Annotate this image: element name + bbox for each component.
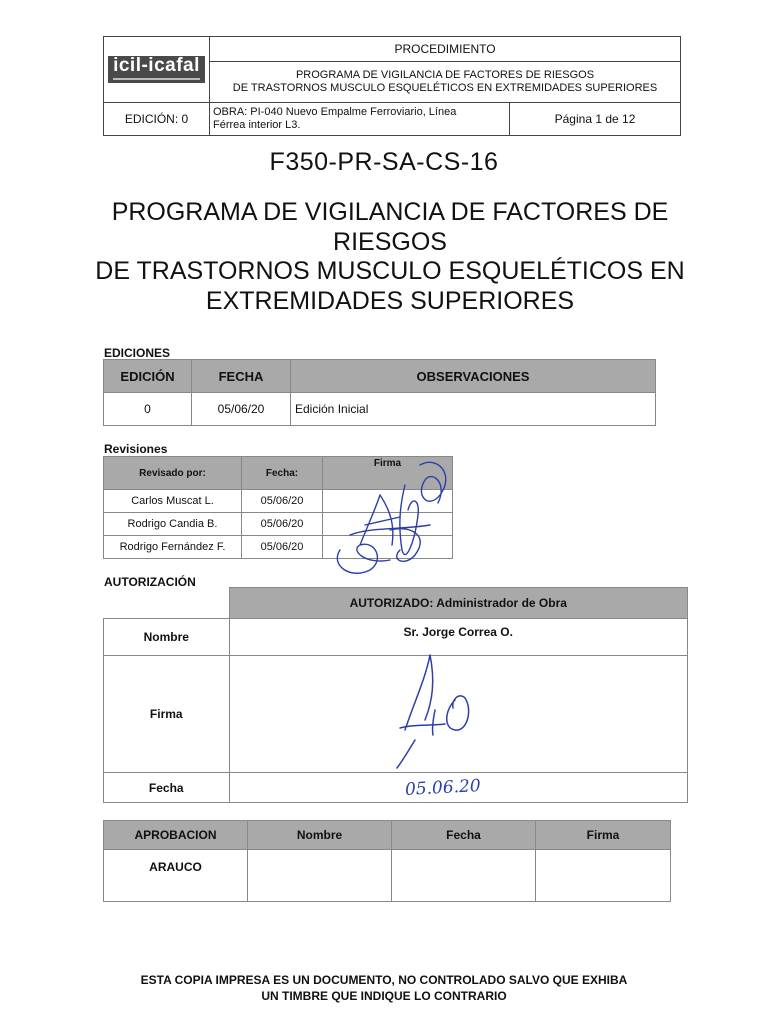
program-title-cell: [210, 62, 681, 103]
footer-notice: [0, 972, 768, 1004]
ediciones-label: EDICIONES: [104, 346, 171, 360]
work-line2: Férrea interior L3.: [213, 119, 301, 131]
table-row: [104, 773, 688, 803]
work-cell: [210, 103, 510, 136]
revisiones-cell: Rodrigo Candia B.: [104, 513, 242, 536]
table-row: [104, 393, 656, 426]
revisiones-cell: Rodrigo Fernández F.: [104, 536, 242, 559]
table-row: [104, 850, 671, 902]
ediciones-header-fecha: FECHA: [192, 360, 291, 393]
aprobacion-cell: [248, 850, 392, 902]
document-header: [103, 36, 681, 136]
revisiones-cell: 05/06/20: [242, 536, 323, 559]
fecha-label: Fecha: [104, 773, 230, 803]
autorizacion-header: AUTORIZADO: Administrador de Obra: [229, 588, 688, 619]
revisiones-header-revisado: Revisado por:: [104, 457, 242, 490]
ediciones-table: [103, 359, 656, 426]
doc-type: PROCEDIMIENTO: [210, 37, 681, 62]
page-number: Página 1 de 12: [510, 103, 681, 136]
ediciones-header-edicion: EDICIÓN: [104, 360, 192, 393]
work-line1: OBRA: PI-040 Nuevo Empalme Ferroviario, Línea: [213, 106, 457, 118]
ediciones-cell: 0: [104, 393, 192, 426]
nombre-value: Sr. Jorge Correa O.: [229, 619, 688, 656]
revisiones-label: Revisiones: [104, 442, 168, 456]
nombre-label: Nombre: [104, 619, 230, 656]
signature-strokes: [337, 462, 445, 573]
aprobacion-cell: ARAUCO: [104, 850, 248, 902]
fecha-cell: [229, 773, 688, 803]
document-code: F350-PR-SA-CS-16: [269, 148, 499, 176]
program-title-line2: DE TRASTORNOS MUSCULO ESQUELÉTICOS EN EXTREMIDADES SUPERIORES: [232, 82, 658, 94]
aprobacion-header-nombre: Nombre: [248, 821, 392, 850]
aprobacion-header-fecha: Fecha: [392, 821, 536, 850]
reviewer-signatures: [320, 455, 460, 585]
administrator-signature: [385, 640, 485, 770]
signature-strokes: [397, 655, 469, 768]
revisiones-header-fecha: Fecha:: [242, 457, 323, 490]
ediciones-cell: Edición Inicial: [291, 393, 656, 426]
title-line-1: PROGRAMA DE VIGILANCIA DE FACTORES DE: [111, 198, 669, 226]
autorizacion-corner: [104, 588, 230, 619]
company-logo: icil-icafal: [108, 56, 205, 83]
document-title: [80, 198, 700, 316]
title-line-4: EXTREMIDADES SUPERIORES: [205, 286, 575, 315]
footer-line-2: UN TIMBRE QUE INDIQUE LO CONTRARIO: [261, 989, 507, 1003]
firma-label: Firma: [104, 656, 230, 773]
footer-line-1: ESTA COPIA IMPRESA ES UN DOCUMENTO, NO CONTROLADO SALVO QUE EXHIBA: [140, 973, 628, 987]
revisiones-cell: 05/06/20: [242, 513, 323, 536]
fecha-handwritten: 05.06.20: [404, 775, 482, 800]
revisiones-header-firma: Firma: [323, 457, 453, 490]
aprobacion-cell: [392, 850, 536, 902]
autorizacion-label: AUTORIZACIÓN: [104, 575, 196, 589]
aprobacion-header-firma: Firma: [536, 821, 671, 850]
edition-cell: EDICIÓN: 0: [104, 103, 210, 136]
revisiones-cell: 05/06/20: [242, 490, 323, 513]
title-line-3: DE TRASTORNOS MUSCULO ESQUELÉTICOS EN: [95, 257, 685, 285]
aprobacion-cell: [536, 850, 671, 902]
title-line-2: RIESGOS: [333, 227, 447, 256]
ediciones-cell: 05/06/20: [192, 393, 291, 426]
ediciones-header-observaciones: OBSERVACIONES: [291, 360, 656, 393]
logo-cell: [104, 37, 210, 103]
program-title-line1: PROGRAMA DE VIGILANCIA DE FACTORES DE RIESGOS: [295, 69, 595, 81]
aprobacion-header: APROBACION: [104, 821, 248, 850]
aprobacion-table: [103, 820, 671, 902]
revisiones-cell: Carlos Muscat L.: [104, 490, 242, 513]
